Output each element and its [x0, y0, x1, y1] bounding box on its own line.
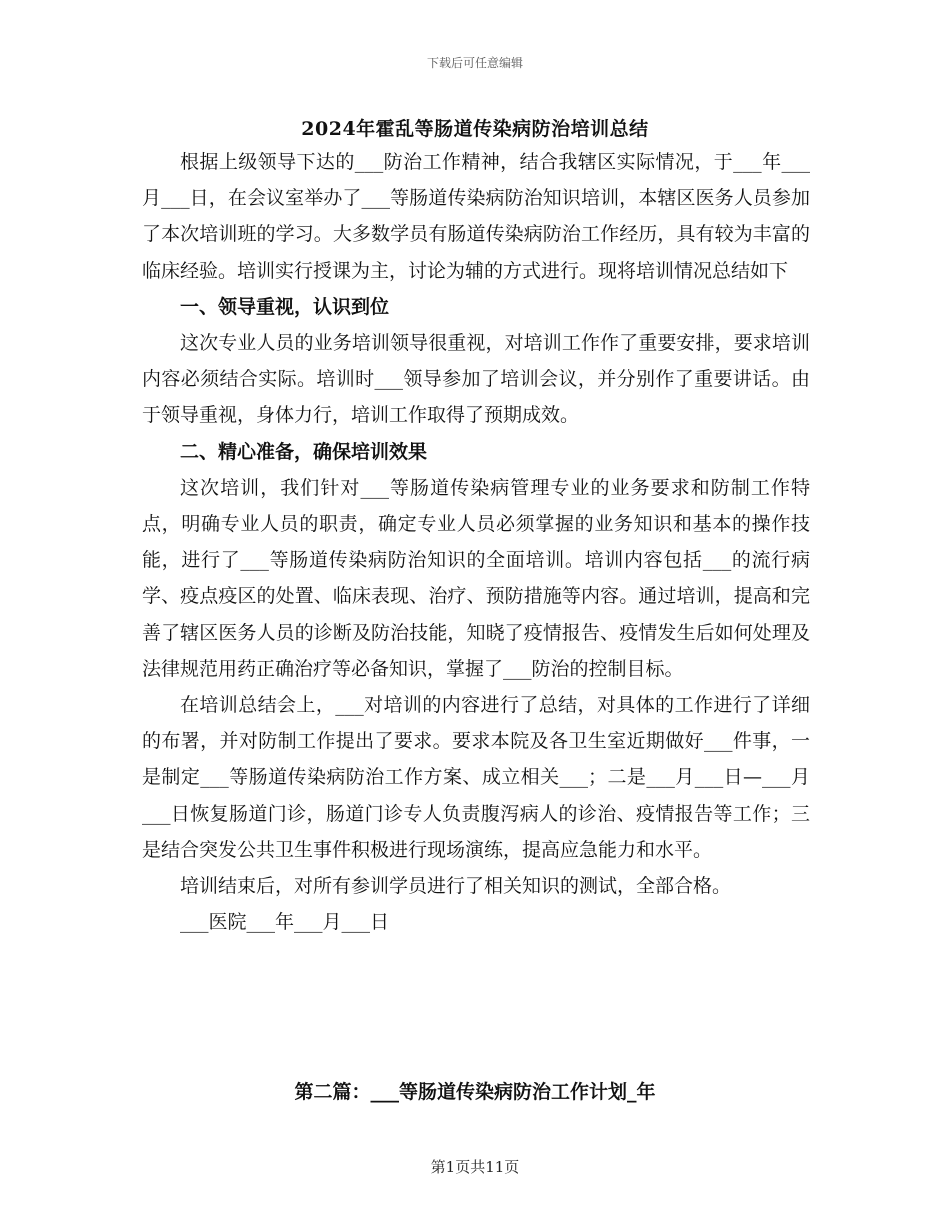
paragraph-test-result: 培训结束后，对所有参训学员进行了相关知识的测试，全部合格。: [180, 875, 732, 898]
paragraph-leadership: 这次专业人员的业务培训领导很重视，对培训工作作了重要安排，要求培训内容必须结合实际。培训时___领导参加了培训会议，并分别作了重要讲话。由于领导重视，身体力行，培训工作取得了预期成效。: [142, 332, 810, 427]
document-title: 2024年霍乱等肠道传染病防治培训总结: [301, 118, 649, 140]
page-number-footer: 第1页共11页: [430, 1158, 520, 1176]
intro-paragraph: 根据上级领导下达的___防治工作精神，结合我辖区实际情况，于___年___月___日，在会议室举办了___等肠道传染病防治知识培训，本辖区医务人员参加了本次培训班的学习。大多数学员有肠道传染病防治工作经历，具有较为丰富的临床经验。培训实行授课为主，讨论为辅的方式进行。现将培训情况总结如下: [142, 151, 810, 282]
next-section-title: 第二篇：___等肠道传染病防治工作计划_年: [294, 1081, 656, 1103]
signature-date-line: ___医院___年___月___日: [180, 911, 390, 934]
paragraph-preparation: 这次培训，我们针对___等肠道传染病管理专业的业务要求和防制工作特点，明确专业人员的职责，确定专业人员必须掌握的业务知识和基本的操作技能，进行了___等肠道传染病防治知识的全面培训。培训内容包括___的流行病学、疫点疫区的处置、临床表现、治疗、预防措施等内容。通过培训，提高和完善了辖区医务人员的诊断及防治技能，知晓了疫情报告、疫情发生后如何处理及法律规范用药正确治疗等必备知识，掌握了___防治的控制目标。: [142, 476, 810, 680]
section-heading-2: 二、精心准备，确保培训效果: [180, 440, 428, 463]
section-heading-1: 一、领导重视，认识到位: [180, 295, 390, 318]
paragraph-summary-meeting: 在培训总结会上，___对培训的内容进行了总结，对具体的工作进行了详细的布署，并对防制工作提出了要求。要求本院及各卫生室近期做好___件事，一是制定___等肠道传染病防治工作方案、成立相关___；二是___月___日—___月___日恢复肠道门诊，肠道门诊专人负责腹泻病人的诊治、疫情报告等工作；三是结合突发公共卫生事件积极进行现场演练，提高应急能力和水平。: [142, 694, 810, 861]
document-body: [142, 144, 810, 940]
page-header-note: 下载后可任意编辑: [426, 56, 523, 70]
